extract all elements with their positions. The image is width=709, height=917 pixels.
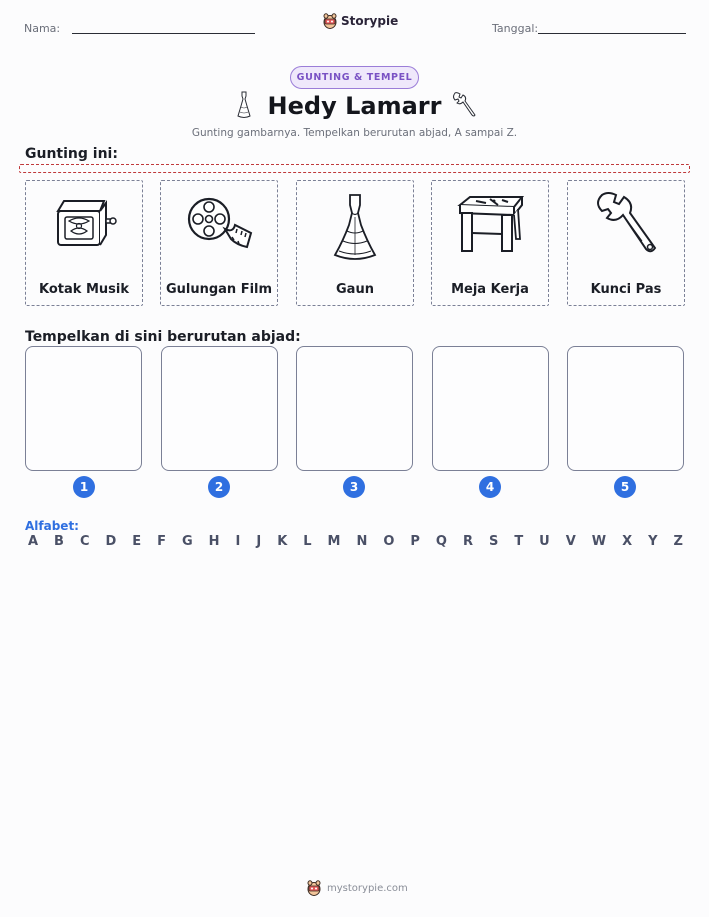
- film-reel-icon: [185, 189, 253, 257]
- alphabet-letter: B: [54, 534, 64, 549]
- paste-slot-5[interactable]: [567, 346, 684, 471]
- alphabet-letter: P: [410, 534, 420, 549]
- cut-card-gaun[interactable]: [296, 180, 414, 306]
- cut-card-label: Gulungan Film: [165, 282, 273, 297]
- slot-number-2: 2: [208, 476, 230, 498]
- paste-slot-2[interactable]: [161, 346, 278, 471]
- slot-number-3: 3: [343, 476, 365, 498]
- storypie-mascot-icon: [307, 880, 321, 896]
- slot-number-5: 5: [614, 476, 636, 498]
- name-label: Nama:: [24, 22, 61, 35]
- alphabet-letter: G: [182, 534, 193, 549]
- alphabet-letter: Y: [648, 534, 658, 549]
- alphabet-letter: H: [208, 534, 220, 549]
- paste-section-heading: Tempelkan di sini berurutan abjad:: [25, 329, 301, 345]
- alphabet-letter: W: [591, 534, 607, 549]
- alphabet-letter: C: [79, 534, 90, 549]
- alphabet-letter: E: [132, 534, 142, 549]
- cut-card-label: Kotak Musik: [39, 282, 129, 297]
- alphabet-letter: U: [539, 534, 550, 549]
- cut-section-heading: Gunting ini:: [25, 146, 118, 162]
- alphabet-letter: N: [356, 534, 368, 549]
- music-box-icon: [50, 189, 118, 257]
- alphabet-letter: A: [28, 534, 39, 549]
- wrench-icon: [592, 189, 660, 257]
- brand-name: Storypie: [341, 14, 399, 28]
- alphabet-letter: T: [514, 534, 524, 549]
- brand-logo: [323, 13, 398, 29]
- alphabet-letter: K: [277, 534, 288, 549]
- slot-number-4: 4: [479, 476, 501, 498]
- alphabet-letter: D: [105, 534, 117, 549]
- instructions: Gunting gambarnya. Tempelkan berurutan abjad, A sampai Z.: [191, 127, 518, 139]
- cut-card-kotak-musik[interactable]: [25, 180, 143, 306]
- cut-card-gulungan-film[interactable]: [160, 180, 278, 306]
- name-line[interactable]: [72, 33, 255, 34]
- date-label: Tanggal:: [492, 22, 539, 35]
- alphabet-letter: J: [256, 534, 262, 549]
- footer: [307, 880, 408, 896]
- activity-badge: GUNTING & TEMPEL: [290, 66, 419, 89]
- alphabet-letter: V: [565, 534, 576, 549]
- gown-icon: [321, 189, 389, 263]
- paste-slot-1[interactable]: [25, 346, 142, 471]
- alphabet-letter: X: [622, 534, 633, 549]
- alphabet-letter: Z: [673, 534, 683, 549]
- alphabet-letter: S: [488, 534, 499, 549]
- cut-card-kunci-pas[interactable]: [567, 180, 685, 306]
- footer-url[interactable]: mystorypie.com: [327, 882, 408, 894]
- alphabet-label: Alfabet:: [25, 519, 79, 533]
- cut-line: [19, 164, 690, 173]
- wrench-icon: [451, 90, 477, 120]
- date-line[interactable]: [538, 33, 686, 34]
- cut-card-label: Meja Kerja: [451, 282, 529, 297]
- alphabet-letter: M: [327, 534, 341, 549]
- alphabet-letter: I: [235, 534, 241, 549]
- alphabet-letter: Q: [435, 534, 447, 549]
- workbench-icon: [456, 189, 526, 257]
- alphabet-letter: F: [157, 534, 167, 549]
- alphabet-letter: O: [383, 534, 395, 549]
- cut-card-label: Gaun: [336, 282, 374, 297]
- cut-card-label: Kunci Pas: [590, 282, 662, 297]
- paste-slot-4[interactable]: [432, 346, 549, 471]
- paste-slot-3[interactable]: [296, 346, 413, 471]
- cut-card-meja-kerja[interactable]: [431, 180, 549, 306]
- alphabet-row: [28, 534, 683, 549]
- slot-number-1: 1: [73, 476, 95, 498]
- alphabet-letter: R: [462, 534, 473, 549]
- page-title: Hedy Lamarr: [267, 92, 442, 120]
- storypie-mascot-icon: [323, 13, 337, 29]
- alphabet-letter: L: [303, 534, 312, 549]
